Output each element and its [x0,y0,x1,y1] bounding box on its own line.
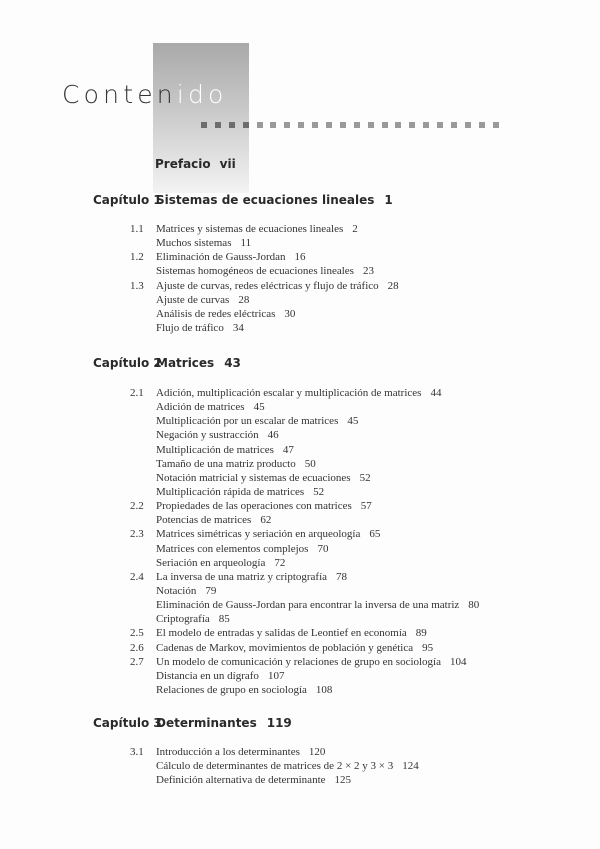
entry-page: 70 [317,542,329,555]
chapter-heading [93,193,393,207]
dot-square [493,122,499,128]
dot-square [465,122,471,128]
entry-page: 16 [294,251,306,264]
prefacio-label: Prefacio [155,157,211,171]
entry-title: Tamaño de una matriz producto [156,457,296,470]
entry-page: 52 [313,485,325,498]
section-number: 2.5 [130,627,144,640]
entry-page: 79 [205,584,217,597]
entry-text-wrap [156,279,399,293]
entry-page: 45 [253,401,265,414]
entry-text-wrap [156,307,295,321]
entry-page: 46 [267,429,279,442]
entry-title: Adición de matrices [156,401,245,414]
entry-page: 78 [336,570,348,583]
entry-text-wrap [156,414,358,428]
entry-title: Multiplicación de matrices [156,443,274,456]
dot-square [229,122,235,128]
entry-title: Ajuste de curvas [156,293,230,306]
entry-page: 65 [369,528,381,541]
entry-page: 28 [238,293,250,306]
entry-page: 57 [360,500,372,513]
entry-title: Sistemas homogéneos de ecuaciones lineales [156,265,354,278]
entry-text-wrap [156,264,374,278]
section-number: 2.3 [130,528,144,541]
entry-page: 95 [422,641,434,654]
dot-square [437,122,443,128]
entry-title: Matrices y sistemas de ecuaciones lineales [156,223,344,235]
entry-page: 44 [430,387,442,399]
entry-text-wrap [156,222,358,236]
entry-title: La inversa de una matriz y criptografía [156,570,328,583]
chapter-title: Matrices [156,356,215,370]
entry-text-wrap [156,457,316,471]
entry-title: Seriación en arqueología [156,556,266,569]
entry-title: Negación y sustracción [156,429,259,442]
entry-page: 2 [352,223,358,235]
page-title [62,80,228,109]
chapter-title: Determinantes [156,716,257,730]
section-number: 2.7 [130,655,144,668]
dot-square [243,122,249,128]
dot-square [409,122,415,128]
entry-text-wrap [156,655,467,669]
dot-square [326,122,332,128]
entry-title: Criptografía [156,613,210,626]
entry-page: 52 [359,471,371,484]
section-number: 2.2 [130,500,144,513]
entry-title: Eliminación de Gauss-Jordan [156,251,286,264]
chapter-title: Sistemas de ecuaciones lineales [156,193,375,207]
dot-square [215,122,221,128]
entry-text-wrap [156,513,271,527]
entry-title: Distancia en un dígrafo [156,669,259,682]
prefacio-page: vii [219,157,236,171]
entry-text-wrap [156,626,427,640]
entry-text-wrap [156,443,294,457]
entry-page: 85 [218,613,230,626]
entry-page: 120 [308,746,326,758]
entry-text-wrap [156,759,419,773]
dot-square [451,122,457,128]
entry-text-wrap [156,584,216,598]
section-number: 2.4 [130,570,144,583]
entry-page: 104 [450,655,467,668]
entry-text-wrap [156,250,306,264]
entry-text-wrap [156,745,325,759]
dot-square [395,122,401,128]
entry-page: 30 [284,307,296,320]
entry-page: 125 [334,774,352,787]
entry-title: El modelo de entradas y salidas de Leontief en economía [156,627,407,640]
section-number: 2.1 [130,387,144,399]
dot-square [270,122,276,128]
section-number: 1.3 [130,279,144,292]
toc-prefacio [155,157,236,171]
entry-page: 89 [415,627,427,640]
entry-page: 72 [274,556,286,569]
entry-text-wrap [156,293,249,307]
entry-page: 62 [260,514,272,527]
chapter-page: 43 [224,356,241,370]
dot-square [284,122,290,128]
entry-title: Matrices simétricas y seriación en arqueología [156,528,361,541]
title-dark-part: Conten [62,80,177,109]
dot-square [201,122,207,128]
chapter-label: Capítulo 2 [93,356,162,370]
entry-text-wrap [156,598,479,612]
entry-title: Potencias de matrices [156,514,252,527]
entry-text-wrap [156,773,351,787]
chapter-page: 1 [384,193,393,207]
entry-text-wrap [156,669,284,683]
section-number: 3.1 [130,746,144,758]
entry-title: Ajuste de curvas, redes eléctricas y flujo de tráfico [156,279,379,292]
entry-page: 80 [468,599,480,612]
entry-page: 45 [347,415,359,428]
section-number: 1.1 [130,223,144,235]
entry-title: Adición, multiplicación escalar y multiplicación de matrices [156,387,422,399]
entry-text-wrap [156,236,251,250]
entry-title: Notación [156,584,197,597]
entry-title: Propiedades de las operaciones con matrices [156,500,352,513]
entry-page: 47 [282,443,294,456]
entry-page: 28 [387,279,399,292]
entry-title: Multiplicación por un escalar de matrices [156,415,339,428]
entry-title: Notación matricial y sistemas de ecuaciones [156,471,351,484]
entry-text-wrap [156,542,328,556]
entry-title: Multiplicación rápida de matrices [156,485,305,498]
dot-square [479,122,485,128]
dot-square [368,122,374,128]
entry-text-wrap [156,612,230,626]
chapter-label: Capítulo 1 [93,193,162,207]
dot-square [257,122,263,128]
dot-square [423,122,429,128]
entry-page: 23 [362,265,374,278]
entry-page: 124 [402,760,419,773]
entry-title: Definición alternativa de determinante [156,774,326,787]
entry-page: 34 [232,321,244,334]
section-number: 2.6 [130,641,144,654]
entry-title: Muchos sistemas [156,237,232,250]
entry-page: 107 [267,669,285,682]
entry-text-wrap [156,641,433,655]
entry-title: Relaciones de grupo en sociología [156,683,307,696]
entry-text-wrap [156,499,372,513]
decorative-dot-row [201,122,499,128]
title-light-part: ido [176,80,228,109]
dot-square [382,122,388,128]
entry-title: Cálculo de determinantes de matrices de 2 × 2 y 3 × 3 [156,760,394,773]
entry-text-wrap [156,570,347,584]
section-number: 1.2 [130,251,144,264]
chapter-heading [93,356,241,370]
entry-text-wrap [156,428,279,442]
entry-title: Eliminación de Gauss-Jordan para encontrar la inversa de una matriz [156,599,460,612]
entry-text-wrap [156,556,285,570]
entry-title: Flujo de tráfico [156,321,224,334]
entry-title: Un modelo de comunicación y relaciones de grupo en sociología [156,655,441,668]
entry-text-wrap [156,485,324,499]
entry-title: Análisis de redes eléctricas [156,307,276,320]
entry-title: Matrices con elementos complejos [156,542,309,555]
dot-square [312,122,318,128]
entry-title: Introducción a los determinantes [156,746,300,758]
entry-page: 11 [240,237,252,250]
dot-square [354,122,360,128]
entry-title: Cadenas de Markov, movimientos de población y genética [156,641,414,654]
entry-page: 50 [304,457,316,470]
entry-page: 108 [315,683,333,696]
entry-text-wrap [156,386,441,400]
chapter-label: Capítulo 3 [93,716,162,730]
entry-text-wrap [156,400,265,414]
entry-text-wrap [156,321,244,335]
dot-square [340,122,346,128]
chapter-heading [93,716,292,730]
entry-text-wrap [156,683,332,697]
entry-text-wrap [156,527,380,541]
chapter-page: 119 [266,716,292,730]
entry-text-wrap [156,471,371,485]
dot-square [298,122,304,128]
